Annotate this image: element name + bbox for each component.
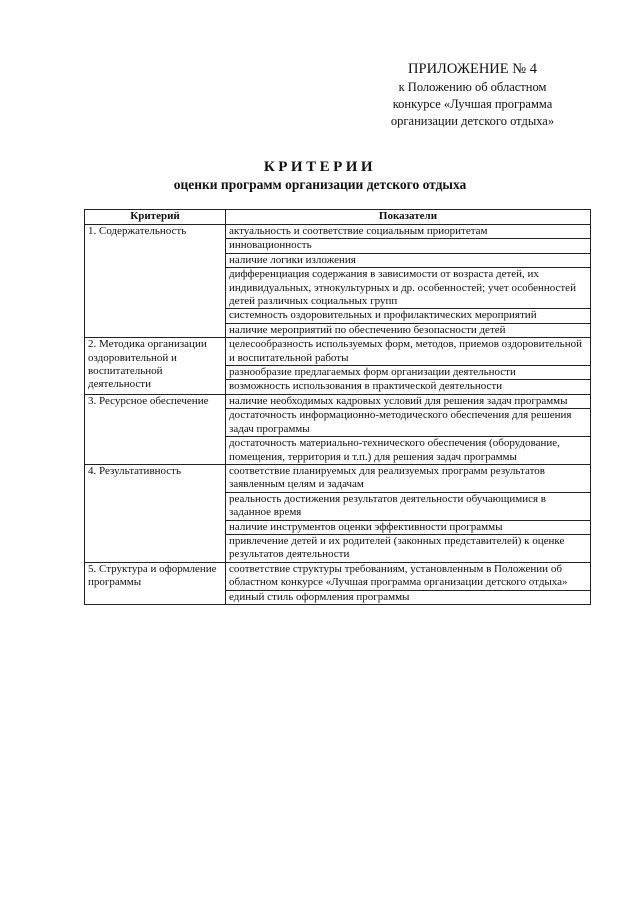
document-title: [0, 158, 640, 194]
appendix-number: ПРИЛОЖЕНИЕ № 4: [408, 61, 537, 77]
table-row: [85, 394, 591, 408]
indicator-cell: наличие инструментов оценки эффективности программы: [226, 520, 591, 534]
criterion-cell: 1. Содержательность: [85, 225, 226, 338]
column-header-indicators: Показатели: [226, 210, 591, 225]
indicator-cell: разнообразие предлагаемых форм организации деятельности: [226, 366, 591, 380]
indicator-cell: системность оздоровительных и профилактических мероприятий: [226, 309, 591, 323]
criterion-cell: 4. Результативность: [85, 464, 226, 562]
indicator-cell: возможность использования в практической деятельности: [226, 380, 591, 394]
indicator-cell: привлечение детей и их родителей (законных представителей) к оценке результатов деятельности: [226, 534, 591, 562]
criteria-table: [84, 209, 591, 605]
indicator-cell: соответствие структуры требованиям, установленным в Положении об областном конкурсе «Лучшая программа организации детского отдыха»: [226, 562, 591, 590]
appendix-line-1: к Положению об областном: [398, 80, 547, 94]
table-body: [85, 225, 591, 605]
indicator-cell: наличие логики изложения: [226, 253, 591, 267]
appendix-header: [335, 60, 610, 130]
indicator-cell: инновационность: [226, 239, 591, 253]
indicator-cell: дифференциация содержания в зависимости от возраста детей, их индивидуальных, этнокультурных и др. особенностей; учет особенностей детей различных социальных групп: [226, 268, 591, 309]
criterion-cell: 5. Структура и оформление программы: [85, 562, 226, 604]
indicator-cell: достаточность материально-технического обеспечения (оборудование, помещения, территория и т.п.) для решения задач программы: [226, 437, 591, 465]
table-row: [85, 562, 591, 590]
indicator-cell: соответствие планируемых для реализуемых программ результатов заявленным целям и задачам: [226, 464, 591, 492]
indicator-cell: единый стиль оформления программы: [226, 590, 591, 604]
title-subtitle: оценки программ организации детского отдыха: [173, 177, 467, 192]
table-row: [85, 338, 591, 366]
appendix-line-2: конкурсе «Лучшая программа: [392, 97, 553, 111]
indicator-cell: целесообразность используемых форм, методов, приемов оздоровительной и воспитательной работы: [226, 338, 591, 366]
criterion-cell: 2. Методика организации оздоровительной и воспитательной деятельности: [85, 338, 226, 395]
table-row: [85, 225, 591, 239]
column-header-criterion: Критерий: [85, 210, 226, 225]
criterion-cell: 3. Ресурсное обеспечение: [85, 394, 226, 464]
indicator-cell: реальность достижения результатов деятельности обучающимися в заданное время: [226, 492, 591, 520]
indicator-cell: наличие мероприятий по обеспечению безопасности детей: [226, 323, 591, 337]
table-header-row: [85, 210, 591, 225]
indicator-cell: достаточность информационно-методического обеспечения для решения задач программы: [226, 409, 591, 437]
table-row: [85, 464, 591, 492]
appendix-line-3: организации детского отдыха»: [390, 114, 555, 128]
title-main: КРИТЕРИИ: [263, 159, 377, 175]
indicator-cell: наличие необходимых кадровых условий для решения задач программы: [226, 394, 591, 408]
indicator-cell: актуальность и соответствие социальным приоритетам: [226, 225, 591, 239]
